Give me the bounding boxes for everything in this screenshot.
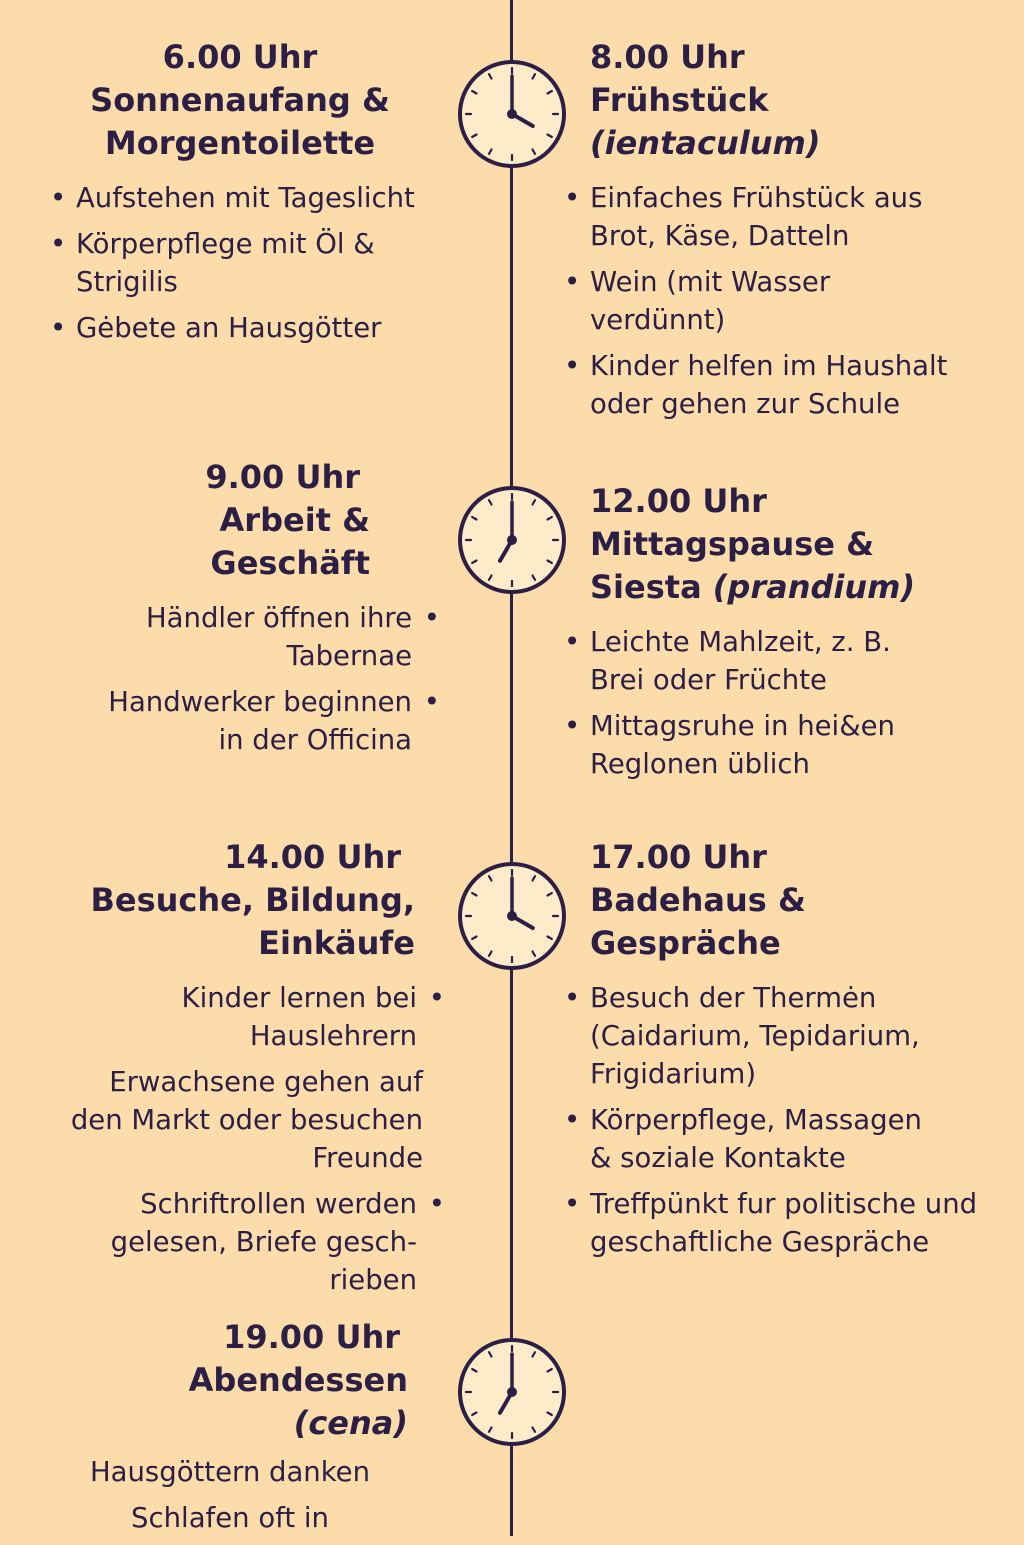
event-bullet: Händler öffnen ihre Tabernae •	[130, 599, 440, 675]
event-title: Sonnenaufang &	[90, 81, 390, 119]
event-title: Geschäft	[210, 544, 370, 582]
event-bullet: Kinder lernen bei Hauslehrern •	[160, 979, 445, 1055]
event-title-italic: (prandium)	[712, 568, 916, 606]
event-title-italic: (ientaculum)	[590, 124, 821, 162]
event-bullet: Hausgöttern danken	[89, 1456, 371, 1488]
event-title: Badehaus &	[590, 881, 806, 919]
event-title	[590, 566, 984, 609]
event-bullet: • Treffpünkt fur politische und geschaftliche Gespräche	[564, 1185, 1000, 1261]
event-title-italic: (cena)	[293, 1404, 408, 1442]
event-17-uhr	[564, 836, 1004, 1269]
event-bullet: • Körperpflege, Massagen & soziale Kontakte	[564, 1101, 930, 1177]
clock-icon	[456, 1336, 568, 1448]
event-title-part: Siesta	[590, 568, 702, 606]
event-title: Besuche, Bildung,	[90, 881, 415, 919]
event-bullet: • Mittagsruhe in hei&en Reglonen üblich	[564, 707, 920, 783]
event-12-uhr	[564, 480, 984, 791]
event-title: Einkäufe	[258, 924, 415, 962]
event-time: 19.00 Uhr	[223, 1318, 400, 1356]
event-time: 17.00 Uhr	[590, 838, 767, 876]
clock-icon	[456, 484, 568, 596]
event-bullet: • Körperpflege mit Öl & Strigilis	[50, 225, 396, 301]
event-heading	[564, 836, 1004, 965]
event-heading	[564, 480, 984, 609]
event-bullet: Erwachsene gehen auf den Markt oder besuchen Freunde	[70, 1066, 423, 1174]
event-19-uhr	[80, 1316, 420, 1545]
event-title: Gespräche	[590, 924, 781, 962]
event-title: Abendessen	[188, 1361, 408, 1399]
event-title: Frühstück	[590, 81, 769, 119]
clock-icon	[456, 860, 568, 972]
event-bullet: Schriftrollen werden gelesen, Briefe gesch-rieben •	[110, 1185, 445, 1299]
event-bullet: • Besuch der Thermėn (Caidarium, Tepidarium, Frigidarium)	[564, 979, 930, 1093]
event-heading	[60, 836, 445, 965]
event-time: 6.00 Uhr	[162, 38, 318, 76]
event-time: 8.00 Uhr	[590, 38, 745, 76]
event-bullet: • Aufstehen mit Tageslicht	[50, 179, 450, 217]
event-14-uhr	[60, 836, 445, 1307]
event-bullet: Handwerker beginnen in der Officina •	[80, 683, 440, 759]
event-6-uhr	[50, 36, 480, 355]
event-heading	[80, 456, 410, 585]
event-time: 14.00 Uhr	[224, 838, 401, 876]
event-time: 12.00 Uhr	[590, 482, 767, 520]
event-bullet: Schlafen oft in	[131, 1502, 329, 1534]
event-title: Mittagspause &	[590, 525, 875, 563]
timeline-axis	[510, 0, 513, 1536]
event-bullet: • Gėbete an Hausgötter	[50, 309, 450, 347]
event-8-uhr	[564, 36, 984, 431]
event-bullet: • Kinder helfen im Haushalt oder gehen zur Schule	[564, 347, 980, 423]
event-heading	[564, 36, 984, 165]
event-title: Arbeit &	[219, 501, 370, 539]
event-title: Morgentoilette	[104, 124, 376, 162]
event-heading	[50, 36, 430, 165]
event-time: 9.00 Uhr	[205, 458, 360, 496]
event-heading	[80, 1316, 420, 1445]
event-9-uhr	[80, 456, 440, 767]
event-bullet: • Einfaches Frühstück aus Brot, Käse, Datteln	[564, 179, 930, 255]
event-bullet: • Leichte Mahlzeit, z. B. Brei oder Früchte	[564, 623, 910, 699]
event-bullet: • Wein (mit Wasser verdünnt)	[564, 263, 890, 339]
